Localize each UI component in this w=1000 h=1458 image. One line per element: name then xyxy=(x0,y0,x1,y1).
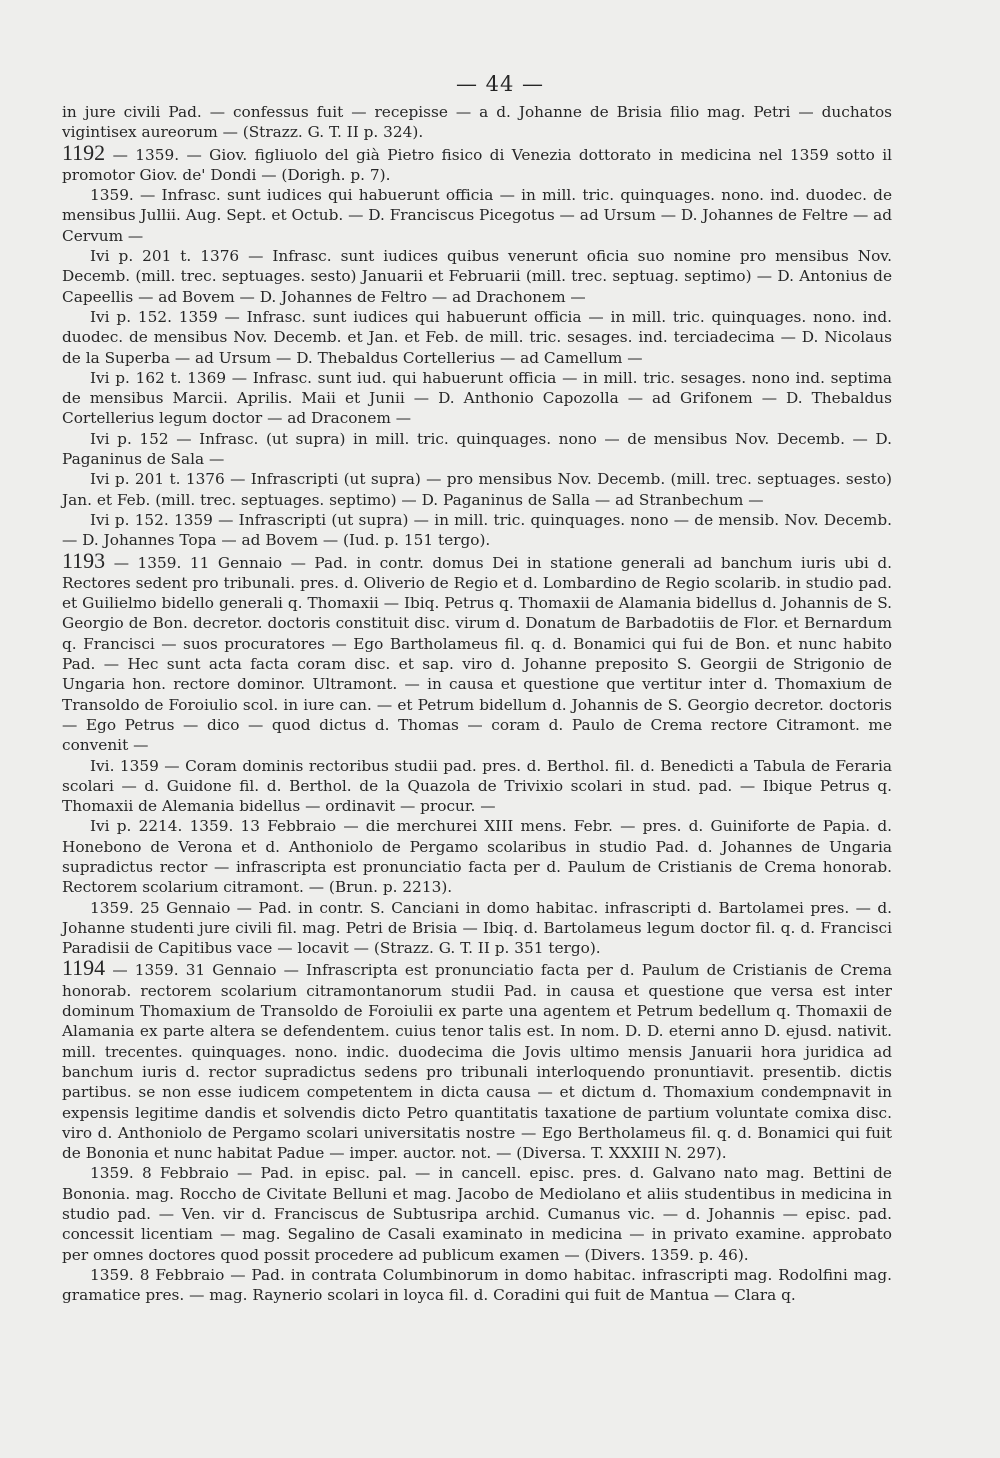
paragraph-text: 1359. — Infrasc. sunt iudices qui habuerunt officia — in mill. tric. quinquages. nono. ind. duodec. de mensibus Jullii. Aug. Sept. et Octub. — D. Franciscus Picegotus — ad Ursum — D. Johannes de Feltre — ad Cervum — xyxy=(62,186,893,245)
paragraph-text: Ivi p. 2214. 1359. 13 Febbraio — die merchurei XIII mens. Febr. — pres. d. Guiniforte de Papia. d. Honebono de Verona et d. Anthoniolo de Pergamo scolaribus in studio Pad. d. Johannes de Ungaria supradictus rector — infrascripta est pronunciatio facta per d. Paulum de Cristianis de Crema honorab. Rectorem scolarium citramont. — (Brun. p. 2213). xyxy=(62,817,892,897)
paragraph-text: Ivi p. 152 — Infrasc. (ut supra) in mill. tric. quinquages. nono — de mensibus Nov. Decemb. — D. Paganinus de Sala — xyxy=(62,429,892,469)
paragraph-text: 1359. 25 Gennaio — Pad. in contr. S. Canciani in domo habitac. infrascripti d. Bartolamei pres. — d. Johanne studenti jure civili fil. mag. Petri de Brisia — Ibiq. d. Bartolameus legum doctor fil. q. d. Francisci Paradisii de Capitibus vace — locavit — (Strazz. G. T. II p. 351 tergo). xyxy=(62,898,892,958)
paragraph-text: — 1359. 11 Gennaio — Pad. in contr. domus Dei in statione generali ad banchum iuris ubi d. Rectores sedent pro tribunali. pres. d. Oliverio de Regio et d. Lombardino de Regio scolarib. in studio pad. et Guilielmo bidello generali q. Thomaxii — Ibiq. Petrus q. Thomaxii de Alamania bidellus d. Johannis de S. Georgio de Bon. decretor. doctoris constituit disc. virum d. Donatum de Barbadotiis de Flor. et Bernardum q. Francisci — suos procuratores — Ego Bartholameus fil. q. d. Bonamici qui fui de Bon. et nunc habito Pad. — Hec sunt acta facta coram disc. et sap. viro d. Johanne preposito S. Georgii de Strigonio de Ungaria hon. rectore dominor. Ultramont. — in causa et questione que vertitur inter d. Thomaxium de Transoldo de Foroiulio scol. in iure can. — et Petrum bidellum d. Johannis de S. Georgio decretor. doctoris — Ego Petrus — dico — quod dictus d. Thomas — coram d. Paulo de Crema rectore Citramont. me convenit — xyxy=(62,553,892,755)
paragraph xyxy=(62,429,892,470)
paragraph-text: Ivi p. 152. 1359 — Infrasc. sunt iudices qui habuerunt officia — in mill. tric. quinquages. nono. ind. duodec. de mensibus Nov. Decemb. et Jan. et Feb. de mill. tric. sesages. ind. terciadecima — D. Nicolaus de la Superba — ad Ursum — D. Thebaldus Cortellerius — ad Camellum — xyxy=(62,307,892,367)
paragraph xyxy=(62,510,892,551)
paragraph xyxy=(62,1163,892,1264)
paragraph xyxy=(62,1265,892,1306)
entry-number: 1194 xyxy=(62,955,106,981)
body-text xyxy=(62,102,892,1306)
page-number: — 44 — xyxy=(455,72,545,96)
paragraph xyxy=(62,307,892,368)
paragraph-text: Ivi p. 152. 1359 — Infrascripti (ut supra) — in mill. tric. quinquages. nono — de mensib. Nov. Decemb. — D. Johannes Topa — ad Bovem — (Iud. p. 151 tergo). xyxy=(62,510,892,550)
paragraph-text: 1359. 8 Febbraio — Pad. in contrata Columbinorum in domo habitac. infrascripti mag. Rodolfini mag. gramatice pres. — mag. Raynerio scolari in loyca fil. d. Coradini qui fuit de Mantua — Clara q. xyxy=(62,1265,892,1305)
paragraph-text: Ivi p. 201 t. 1376 — Infrascripti (ut supra) — pro mensibus Nov. Decemb. (mill. trec. septuages. sesto) Jan. et Feb. (mill. trec. septuages. septimo) — D. Paganinus de Salla — ad Stranbechum — xyxy=(62,470,892,509)
entry-number: 1193 xyxy=(62,547,106,573)
paragraph xyxy=(62,102,892,143)
paragraph-text: — 1359. 31 Gennaio — Infrascripta est pronunciatio facta per d. Paulum de Cristianis de Crema honorab. rectorem scolarium citramontanorum studii Pad. in causa et questione que versa est inter dominum Thomaxium de Transoldo de Foroiulii ex parte una agentem et Petrum bedellum q. Thomaxii de Alamania ex parte altera se defendentem. cuius tenor talis est. In nom. D. D. eterni anno D. ejusd. nativit. mill. trecentes. quinquages. nono. indic. duodecima die Jovis ultimo mensis Januarii hora juridica ad banchum iuris d. rector supradictus sedens pro tribunali interloquendo pronuntiavit. presentib. dictis partibus. se non esse iudicem competentem in dicta causa — et dictum d. Thomaxium condempnavit in expensis legitime dandis et solvendis dicto Petro quantitatis taxatione de partium voluntate comixa disc. viro d. Anthoniolo de Pergamo scolari universitatis nostre — Ego Bertholameus fil. q. d. Bonamici qui fuit de Bononia et nunc habitat Padue — imper. auctor. not. — (Diversa. T. XXXIII N. 297). xyxy=(62,961,892,1163)
paragraph-text: Ivi p. 201 t. 1376 — Infrasc. sunt iudices quibus venerunt oficia suo nomine pro mensibus Nov. Decemb. (mill. trec. septuages. sesto) Januarii et Februarii (mill. trec. septuag. septimo) — D. Antonius de Capeellis — ad Bovem — D. Johannes de Feltro — ad Drachonem — xyxy=(62,247,892,306)
paragraph-text: 1359. 8 Febbraio — Pad. in episc. pal. — in cancell. episc. pres. d. Galvano nato mag. Bettini de Bononia. mag. Roccho de Civitate Belluni et mag. Jacobo de Mediolano et aliis studentibus in medicina in studio pad. — Ven. vir d. Franciscus de Subtusripa archid. Cumanus vic. — d. Johannis — episc. pad. concessit licentiam — mag. Segalino de Casali examinato in medicina — in privato examine. approbato per omnes doctores quod possit procedere ad publicum examen — (Divers. 1359. p. 46). xyxy=(62,1164,892,1264)
paragraph xyxy=(62,368,892,429)
paragraph xyxy=(62,185,892,246)
paragraph xyxy=(62,898,892,959)
paragraph xyxy=(62,469,892,510)
paragraph xyxy=(62,547,892,756)
paragraph-text: Ivi p. 162 t. 1369 — Infrasc. sunt iud. qui habuerunt officia — in mill. tric. sesages. nono ind. septima de mensibus Marcii. Aprilis. Maii et Junii — D. Anthonio Capozolla — ad Grifonem — D. Thebaldus Cortellerius legum doctor — ad Draconem — xyxy=(62,368,892,428)
entry-number: 1192 xyxy=(62,139,106,165)
paragraph xyxy=(62,955,892,1163)
paragraph xyxy=(62,816,892,897)
paragraph xyxy=(62,756,892,817)
paragraph xyxy=(62,246,892,307)
paragraph-text: in jure civili Pad. — confessus fuit — recepisse — a d. Johanne de Brisia filio mag. Petri — duchatos vigintisex aureorum — (Strazz. G. T. II p. 324). xyxy=(62,103,892,142)
paragraph xyxy=(62,139,892,186)
paragraph-text: Ivi. 1359 — Coram dominis rectoribus studii pad. pres. d. Berthol. fil. d. Benedicti a Tabula de Feraria scolari — d. Guidone fil. d. Berthol. de la Quazola de Trivixio scolari in stud. pad. — Ibique Petrus q. Thomaxii de Alemania bidellus — ordinavit — procur. — xyxy=(62,756,892,816)
paragraph-text: — 1359. — Giov. figliuolo del già Pietro fisico di Venezia dottorato in medicina nel 1359 sotto il promotor Giov. de' Dondi — (Dorigh. p. 7). xyxy=(62,145,892,184)
